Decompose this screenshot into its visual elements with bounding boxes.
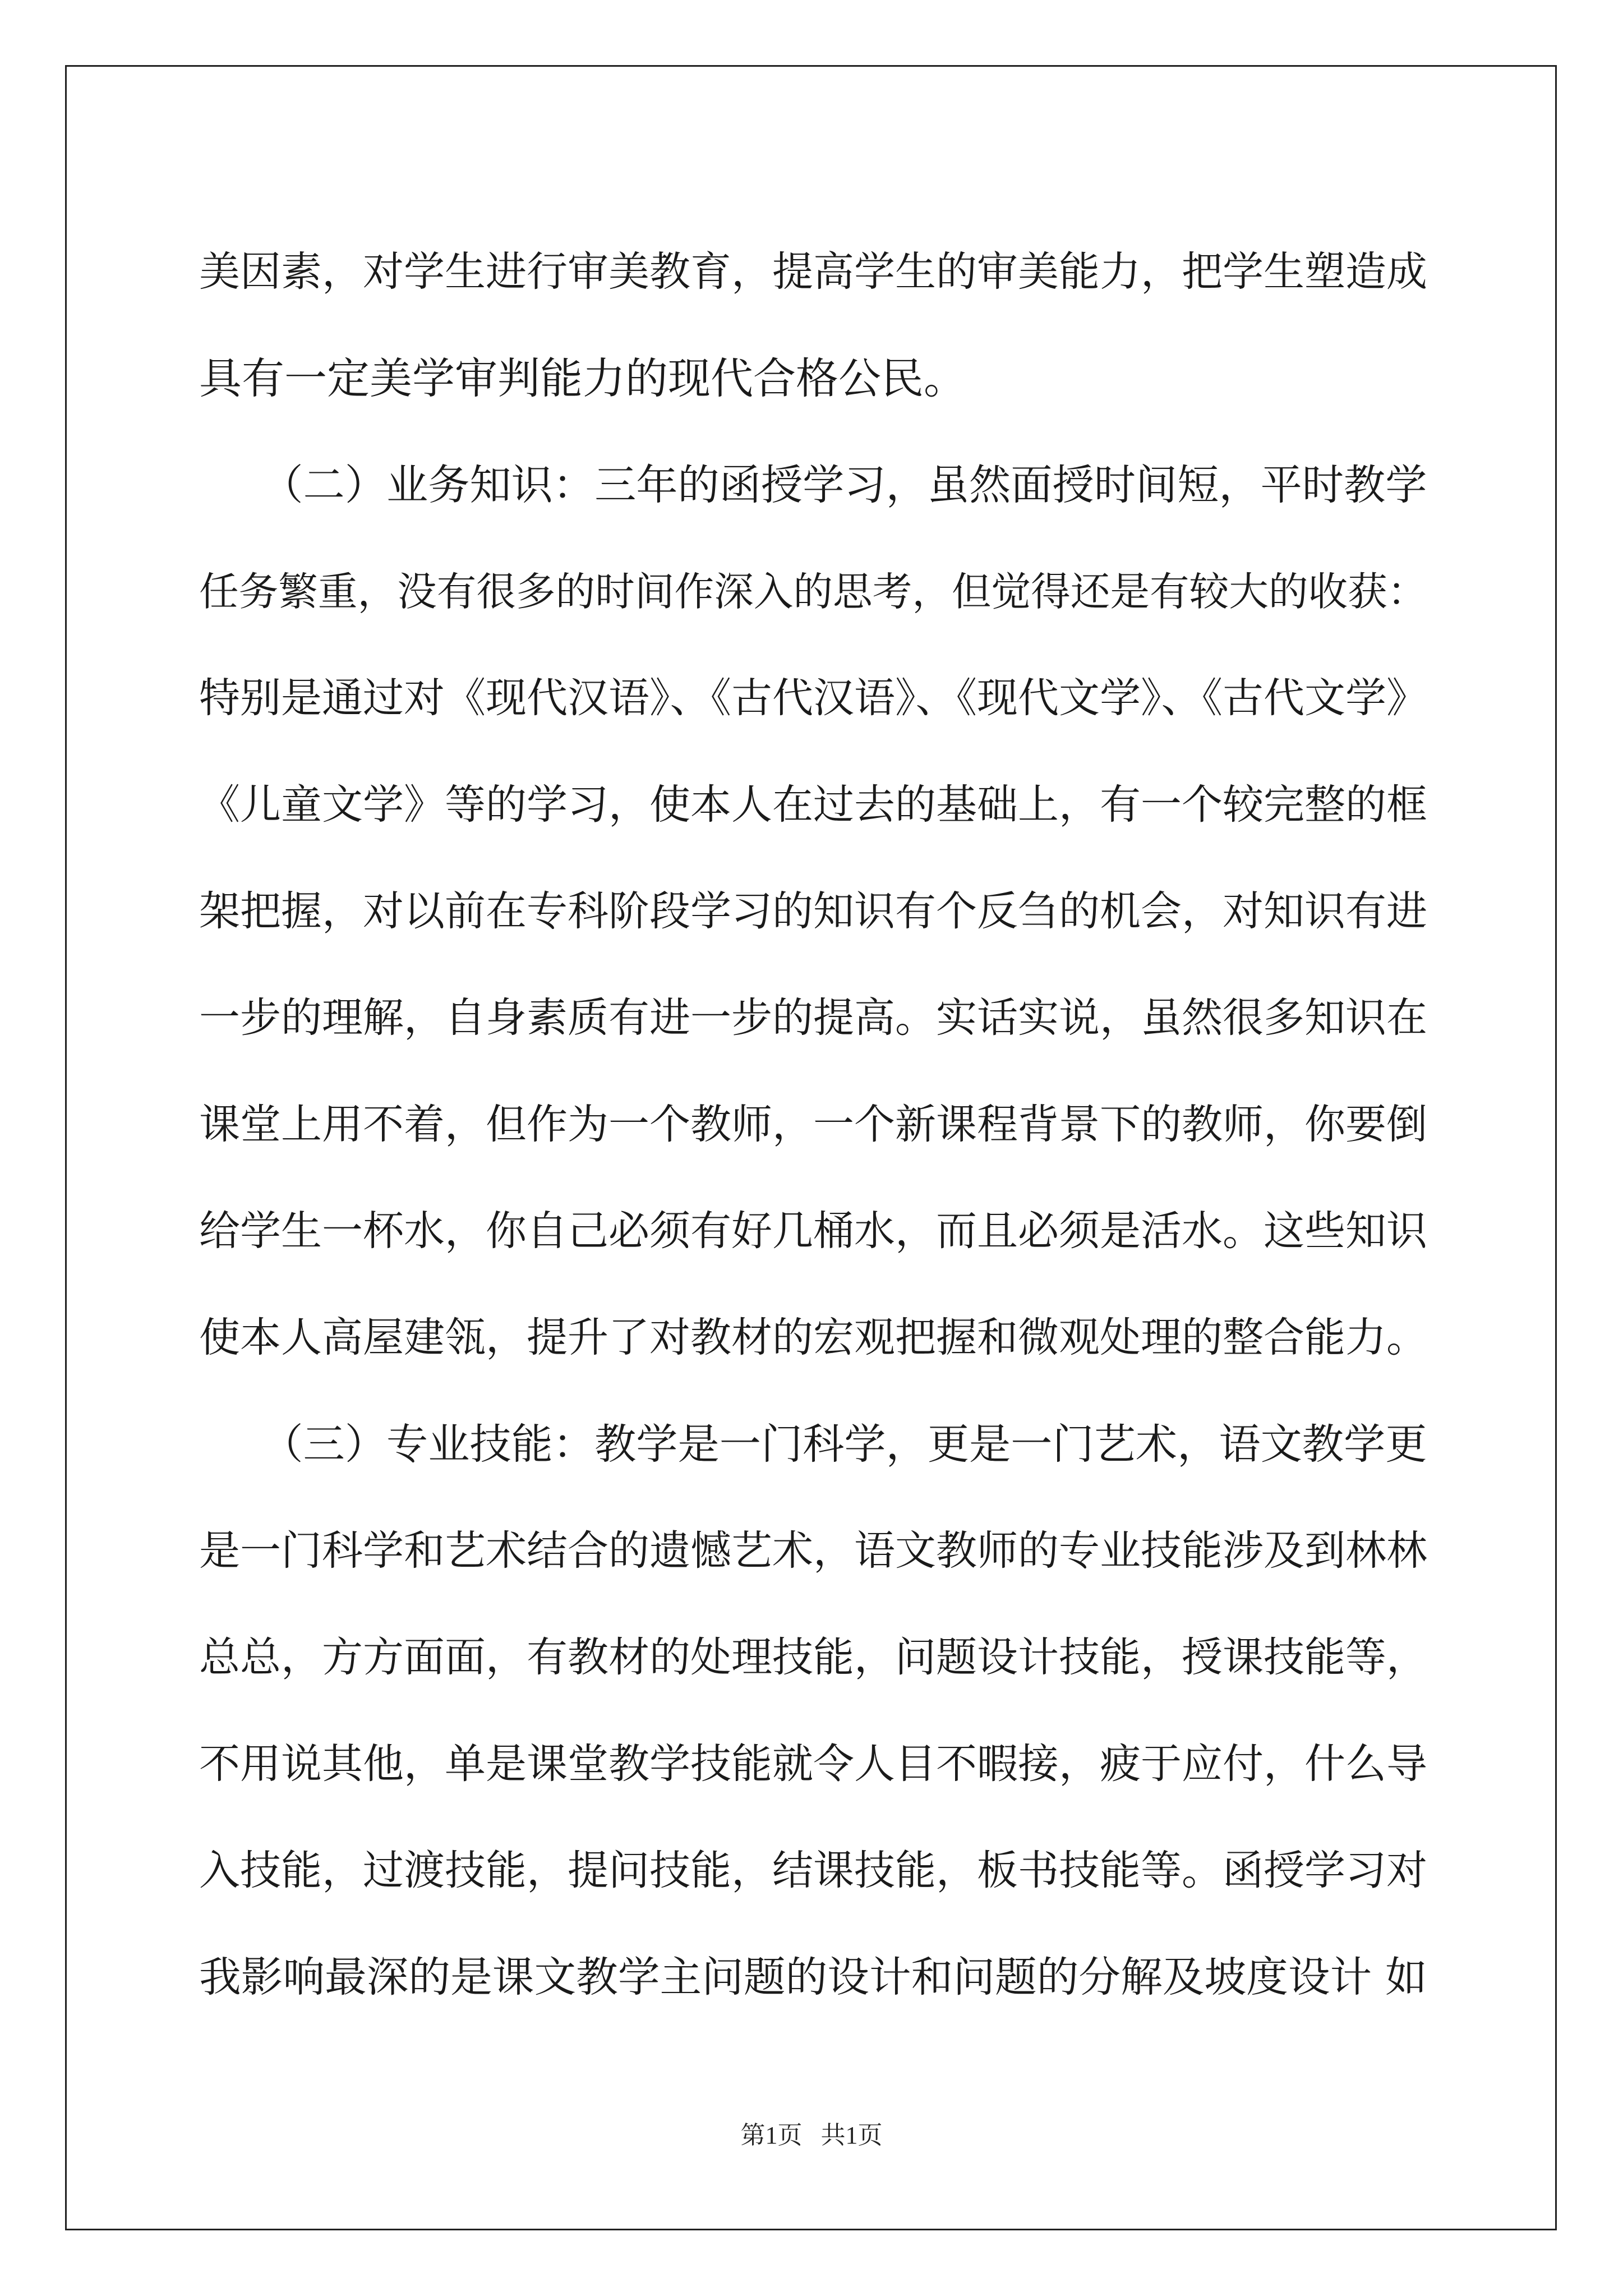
paragraph-block <box>199 219 1427 2031</box>
text-line: 使本人高屋建瓴，提升了对教材的宏观把握和微观处理的整合能力。 <box>199 1314 1427 1361</box>
text-line: 我影响最深的是课文教学主问题的设计和问题的分解及坡度设计 如 <box>199 1953 1427 2001</box>
text-line: （三）专业技能：教学是一门科学，更是一门艺术，语文教学更 <box>199 1420 1427 1469</box>
text-line: 是一门科学和艺术结合的遗憾艺术，语文教师的专业技能涉及到林林 <box>199 1527 1427 1575</box>
text-line: 不用说其他，单是课堂教学技能就令人目不暇接，疲于应付，什么导 <box>199 1740 1427 1788</box>
page-number-label: 第1页 共1页 <box>740 2122 883 2149</box>
text-line: 课堂上用不着，但作为一个教师，一个新课程背景下的教师，你要倒 <box>199 1101 1427 1148</box>
text-line: 总总，方方面面，有教材的处理技能，问题设计技能，授课技能等， <box>199 1634 1427 1681</box>
document-body <box>199 219 1427 2031</box>
text-line: 架把握，对以前在专科阶段学习的知识有个反刍的机会，对知识有进 <box>199 887 1427 935</box>
text-line: 给学生一杯水，你自己必须有好几桶水，而且必须是活水。这些知识 <box>199 1207 1427 1255</box>
text-line: 一步的理解，自身素质有进一步的提高。实话实说，虽然很多知识在 <box>199 994 1427 1042</box>
page-footer <box>0 2115 1623 2151</box>
text-line: 入技能，过渡技能，提问技能，结课技能，板书技能等。函授学习对 <box>199 1847 1427 1894</box>
text-line: 美因素，对学生进行审美教育，提高学生的审美能力，把学生塑造成 <box>199 248 1427 296</box>
text-line: 特别是通过对《现代汉语》、《古代汉语》、《现代文学》、《古代文学》 <box>199 674 1427 722</box>
text-line: 任务繁重，没有很多的时间作深入的思考，但觉得还是有较大的收获： <box>199 568 1427 615</box>
text-line: 《儿童文学》等的学习，使本人在过去的基础上，有一个较完整的框 <box>199 781 1427 829</box>
text-line: 具有一定美学审判能力的现代合格公民。 <box>199 353 966 403</box>
text-line: （二）业务知识：三年的函授学习，虽然面授时间短，平时教学 <box>199 461 1427 509</box>
